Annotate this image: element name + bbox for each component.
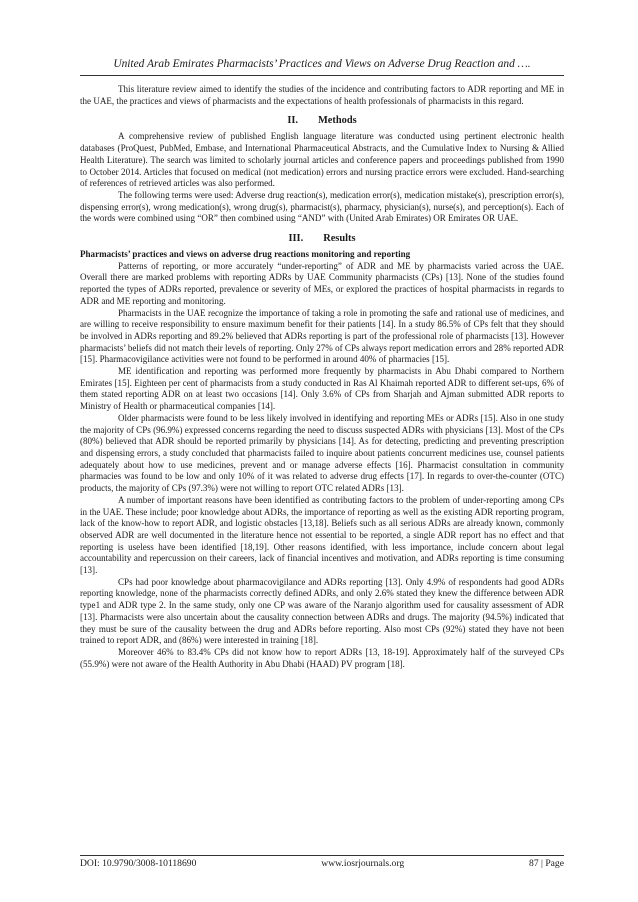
results-paragraph: Pharmacists in the UAE recognize the importance of taking a role in promoting the safe and rational use of medicines, and are willing to receive responsibility to ensure maximum benefit for their patients [14]. In a study 86.5% of CPs felt that they should be involved in ADRs reporting and 89.2% believed that ADRs reporting is part of the professional role of pharmacists [13]. However pharmacists’ beliefs did not match their levels of reporting. Only 27% of CPs always report medication errors and 28% reported ADR [15]. Pharmacovigilance activities were not found to be performed in around 40% of pharmacies [15].: [80, 307, 564, 365]
footer-website: www.iosrjournals.org: [321, 858, 405, 869]
methods-paragraph: The following terms were used: Adverse drug reaction(s), medication error(s), medication mistake(s), prescription error(s), dispensing error(s), wrong medication(s), wrong drug(s), pharmacist(s), pharmacy, physician(s), nurse(s), and perception(s). Each of the words were combined using “OR” then combined using “AND” with (United Arab Emirates) OR Emirates OR UAE.: [80, 189, 564, 224]
results-paragraph: ME identification and reporting was performed more frequently by pharmacists in Abu Dhabi compared to Northern Emirates [15]. Eighteen per cent of pharmacists from a study conducted in Ras Al Khaimah reported ADR to different set-ups, 6% of them stated reporting ADR on at least two occasions [14]. Only 3.6% of CPs from Sharjah and Ajman submitted ADR reports to Ministry of Health or pharmaceutical companies [14].: [80, 366, 564, 412]
intro-paragraph: This literature review aimed to identify the studies of the incidence and contributing factors to ADR reporting and ME in the UAE, the practices and views of pharmacists and the expectations of health professionals of pharmacists in this regard.: [80, 84, 564, 106]
header-rule: [80, 75, 564, 76]
results-section-title: Results: [323, 233, 356, 245]
methods-section-title: Methods: [318, 115, 357, 127]
page-footer: [80, 858, 564, 869]
results-paragraph: Older pharmacists were found to be less likely involved in identifying and reporting MEs or ADRs [15]. Also in one study the majority of CPs (96.9%) expressed concerns regarding the need to discuss suspected ADRs with physicians [13]. Most of the CPs (80%) believed that ADR should be reported primarily by physicians [14]. As for detecting, predicting and preventing prescription and dispensing errors, a study concluded that pharmacists failed to inquire about patients concurrent medicines use, counsel patients adequately about how to use medicines, prevent and or manage adverse effects [16]. Pharmacist consultation in community pharmacies was found to be low and only 10% of it was related to adverse drug effects [17]. In regards to over-the-counter (OTC) products, the majority of CPs (97.3%) were not willing to report OTC related ADRs [13].: [80, 412, 564, 494]
methods-paragraph: A comprehensive review of published English language literature was conducted using pertinent electronic health databases (ProQuest, PubMed, Embase, and International Pharmaceutical Abstracts, and the Cumulative Index to Nursing & Allied Health Literature). The search was limited to scholarly journal articles and conference papers and proceedings published from 1990 to October 2014. Articles that focused on medical (not medication) errors and nursing practice errors were excluded. Hand-searching of references of retrieved articles was also performed.: [80, 131, 564, 189]
results-paragraph: A number of important reasons have been identified as contributing factors to the problem of under-reporting among CPs in the UAE. These include; poor knowledge about ADRs, the importance of reporting as well as the existing ADR reporting program, lack of the know-how to report ADR, and logistic obstacles [13,18]. Beliefs such as all serious ADRs are already known, commonly observed ADR are well documented in the literature hence not essential to be reported, a single ADR report has no effect and that reporting is useless have been identified [18,19]. Other reasons identified, with less importance, include concern about legal accountability and repercussion on their careers, lack of financial incentives and motivation, and ADRs reporting is time consuming [13].: [80, 494, 564, 576]
methods-section-number: II.: [287, 115, 298, 127]
footer-page-number: 87 | Page: [529, 858, 564, 869]
results-paragraph: CPs had poor knowledge about pharmacovigilance and ADRs reporting [13]. Only 4.9% of respondents had good ADRs reporting knowledge, none of the pharmacists correctly defined ADRs, and only 2.6% stated they knew the difference between ADR type1 and ADR type 2. In the same study, only one CP was aware of the Naranjo algorithm used for causality assessment of ADR [13]. Pharmacists were also uncertain about the causality connection between ADRs and drugs. The majority (94.5%) indicated that they must be sure of the causality between the drug and ADRs before reporting. Also most CPs (92%) stated they have not been trained to report ADR, and (86%) were interested in training [18].: [80, 576, 564, 646]
article-body: [80, 84, 564, 670]
results-section-number: III.: [288, 233, 304, 245]
results-paragraph: Patterns of reporting, or more accurately “under-reporting” of ADR and ME by pharmacists varied across the UAE. Overall there are marked problems with reporting ADRs by UAE Community pharmacists (CPs) [13]. None of the studies found reported the types of ADRs reported, prevalence or severity of MEs, or explored the practices of hospital pharmacists in regards to ADR and ME reporting and monitoring.: [80, 260, 564, 306]
footer-rule: [80, 855, 564, 856]
results-subheading: Pharmacists’ practices and views on adverse drug reactions monitoring and reporting: [80, 249, 411, 260]
running-header: United Arab Emirates Pharmacists’ Practices and Views on Adverse Drug Reaction and ….: [113, 58, 531, 70]
results-heading: [80, 233, 564, 245]
methods-heading: [80, 115, 564, 127]
results-paragraph: Moreover 46% to 83.4% CPs did not know how to report ADRs [13, 18-19]. Approximately half of the surveyed CPs (55.9%) were not aware of the Health Authority in Abu Dhabi (HAAD) PV program [18].: [80, 646, 564, 669]
footer-doi: DOI: 10.9790/3008-10118690: [80, 858, 197, 869]
